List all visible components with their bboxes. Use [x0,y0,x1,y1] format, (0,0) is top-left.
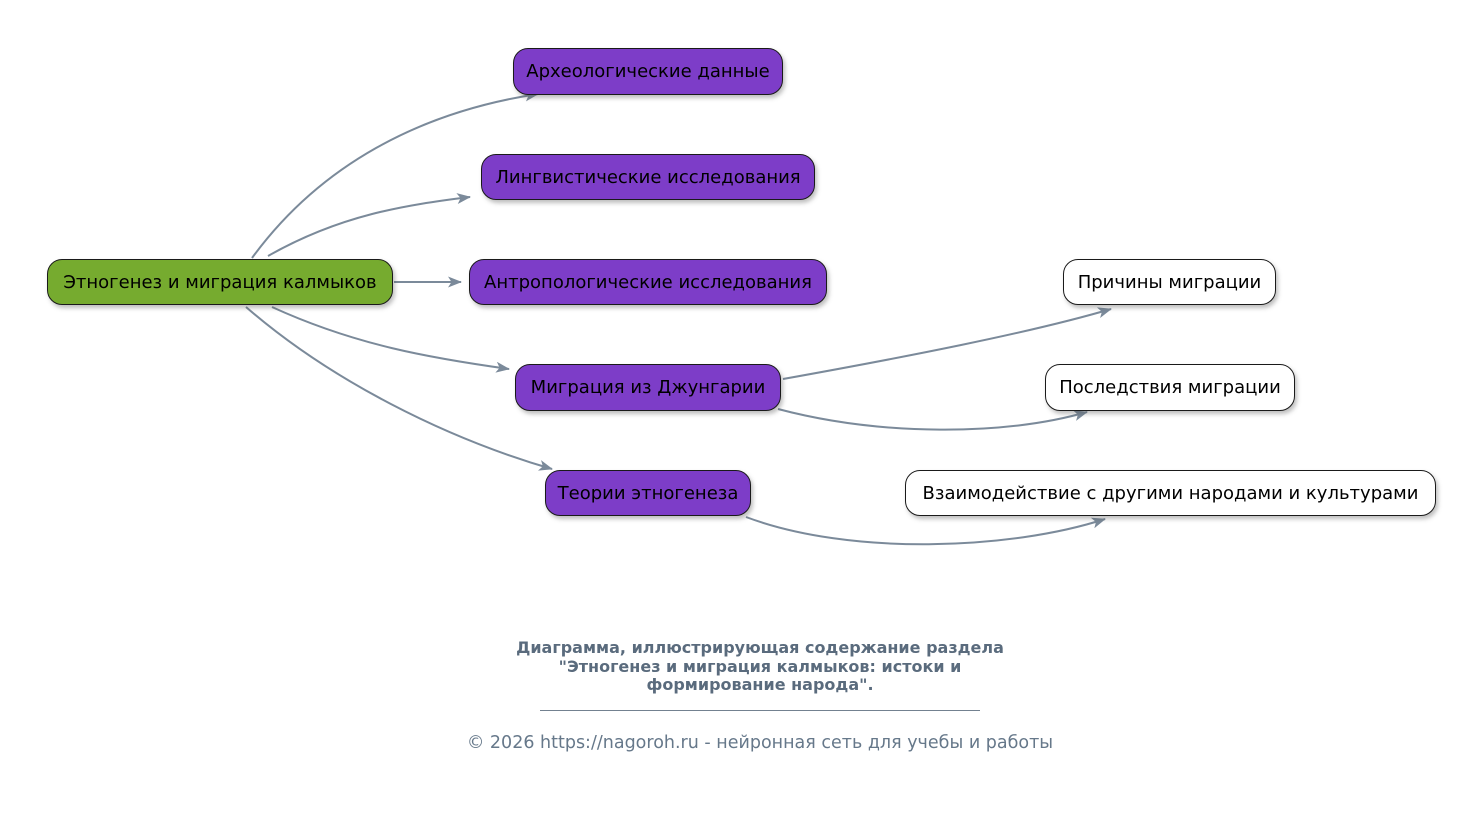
node-label: Лингвистические исследования [495,166,801,188]
node-label: Этногенез и миграция калмыков [63,271,377,293]
diagram-caption [410,639,1110,695]
node-label: Антропологические исследования [484,271,812,293]
node-label: Взаимодействие с другими народами и культурами [922,482,1419,504]
caption-line-2: "Этногенез и миграция калмыков: истоки и [558,656,962,676]
node-label: Теории этногенеза [557,482,739,504]
node-archaeological-data [513,48,783,95]
caption-line-3: формирование народа". [646,675,874,694]
caption-divider-line [540,710,980,711]
arrow-root-to-migration [272,307,509,369]
copyright-footer: © 2026 https://nagoroh.ru - нейронная сеть для учебы и работы [466,733,1054,753]
arrow-root-to-theories [246,307,552,469]
node-migration-from-dzungaria [515,364,781,411]
node-label: Археологические данные [526,61,770,82]
caption-line-1: Диаграмма, иллюстрирующая содержание раздела [516,638,1004,657]
node-label: Миграция из Джунгарии [530,377,766,398]
node-theories-of-ethnogenesis [545,470,751,516]
node-linguistic-research [481,154,815,200]
node-anthropological-research [469,259,827,305]
node-migration-causes [1063,259,1276,305]
node-root-ethnogenesis [47,259,393,305]
arrow-theories-to-interaction [746,517,1105,544]
node-label: Последствия миграции [1059,377,1281,398]
node-interaction-with-peoples [905,470,1436,516]
node-label: Причины миграции [1077,271,1262,293]
arrow-migration-to-consequences [778,409,1087,430]
node-migration-consequences [1045,364,1295,411]
